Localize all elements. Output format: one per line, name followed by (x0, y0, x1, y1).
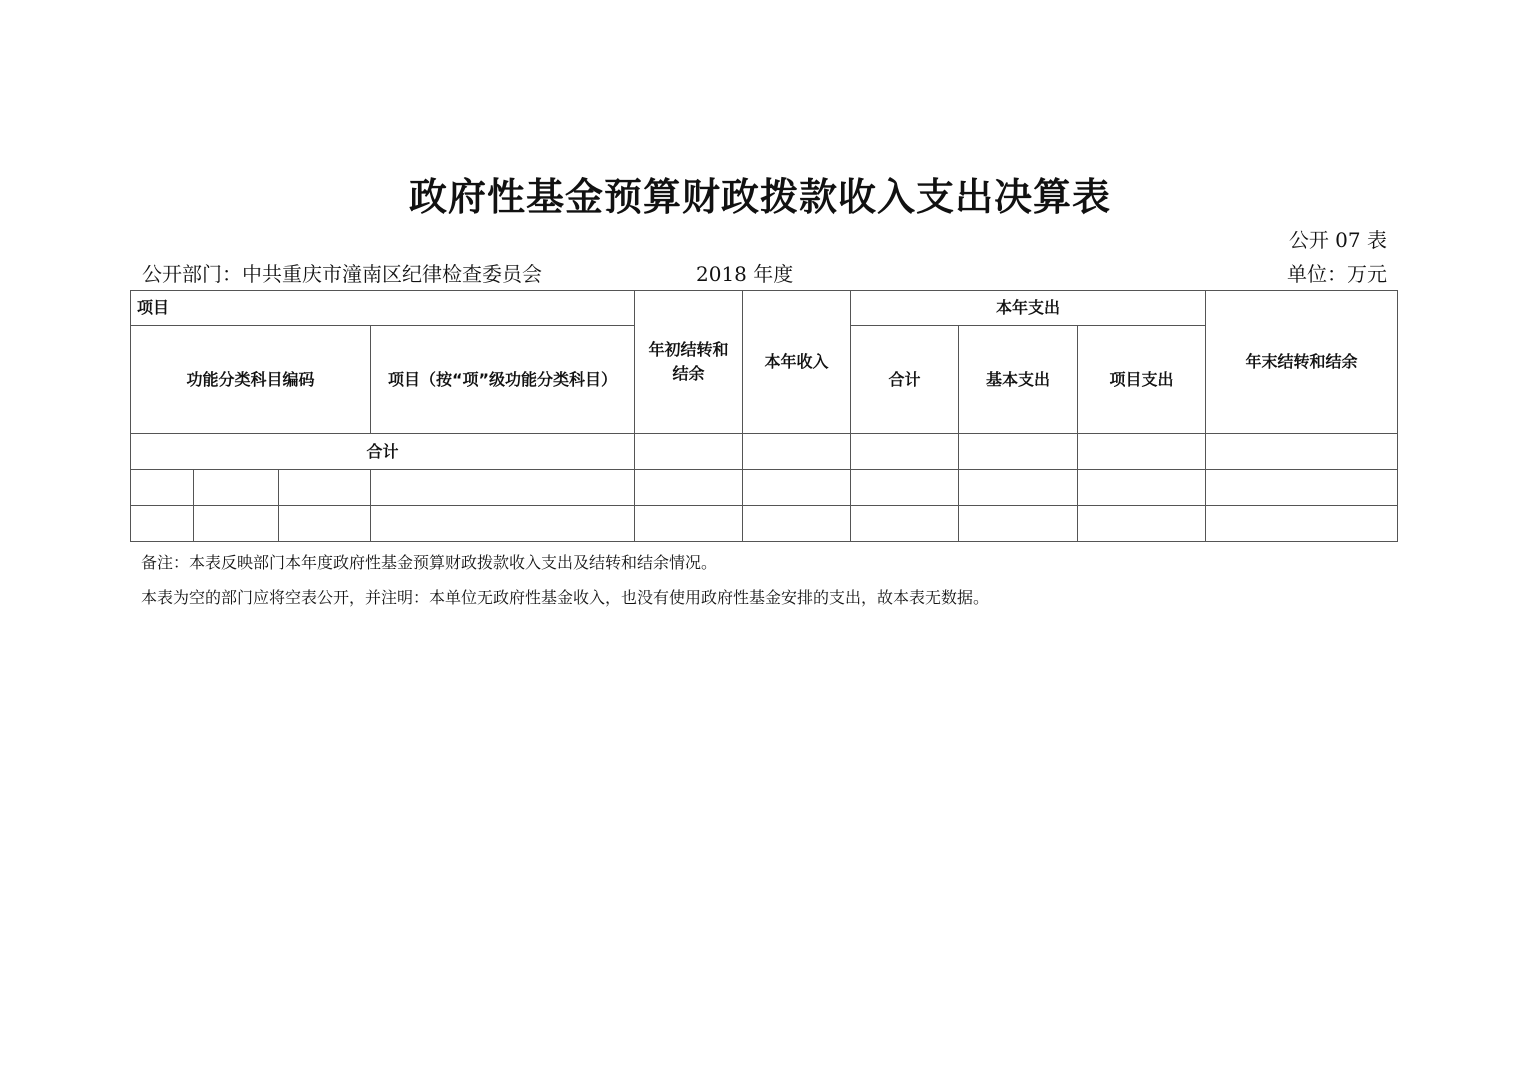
page-title: 政府性基金预算财政拨款收入支出决算表 (408, 175, 1111, 219)
table-cell (635, 506, 743, 542)
header-expense-group: 本年支出 (851, 291, 1206, 326)
footnote-2: 本表为空的部门应将空表公开，并注明：本单位无政府性基金收入，也没有使用政府性基金安排的支出，故本表无数据。 (141, 588, 990, 607)
table-cell (635, 470, 743, 506)
table-cell (743, 434, 851, 470)
table-cell (743, 506, 851, 542)
table-cell (194, 506, 279, 542)
fiscal-year: 2018 年度 (696, 262, 794, 286)
table-cell (131, 470, 194, 506)
header-item: 项目（按“项”级功能分类科目） (371, 326, 635, 434)
table-row (131, 470, 1398, 506)
budget-table (130, 290, 1398, 542)
table-cell (371, 470, 635, 506)
header-project: 项目 (131, 291, 635, 326)
table-cell (1206, 506, 1398, 542)
header-expense-total: 合计 (851, 326, 959, 434)
table-cell (851, 506, 959, 542)
unit-label: 单位：万元 (1287, 262, 1387, 286)
header-expense-basic: 基本支出 (959, 326, 1078, 434)
table-row (131, 506, 1398, 542)
total-row (131, 434, 1398, 470)
table-cell (743, 470, 851, 506)
table-cell (1078, 506, 1206, 542)
table-cell (131, 506, 194, 542)
header-row-1 (131, 291, 1398, 326)
table-cell (959, 470, 1078, 506)
table-cell (851, 470, 959, 506)
footnote-1: 备注：本表反映部门本年度政府性基金预算财政拨款收入支出及结转和结余情况。 (141, 553, 718, 572)
form-number: 公开 07 表 (1288, 228, 1387, 252)
header-income: 本年收入 (743, 291, 851, 434)
table-cell (1206, 470, 1398, 506)
table-cell (279, 470, 371, 506)
table-cell (959, 434, 1078, 470)
header-begin-balance: 年初结转和结余 (635, 291, 743, 434)
table-cell (371, 506, 635, 542)
table-cell (279, 506, 371, 542)
header-end-balance: 年末结转和结余 (1206, 291, 1398, 434)
table-cell (1078, 434, 1206, 470)
table-cell (851, 434, 959, 470)
table-cell (635, 434, 743, 470)
table-cell (1206, 434, 1398, 470)
header-expense-project: 项目支出 (1078, 326, 1206, 434)
header-code: 功能分类科目编码 (131, 326, 371, 434)
table-cell (959, 506, 1078, 542)
department-label: 公开部门：中共重庆市潼南区纪律检查委员会 (142, 262, 542, 286)
total-label: 合计 (131, 434, 635, 470)
table-cell (1078, 470, 1206, 506)
table-cell (194, 470, 279, 506)
